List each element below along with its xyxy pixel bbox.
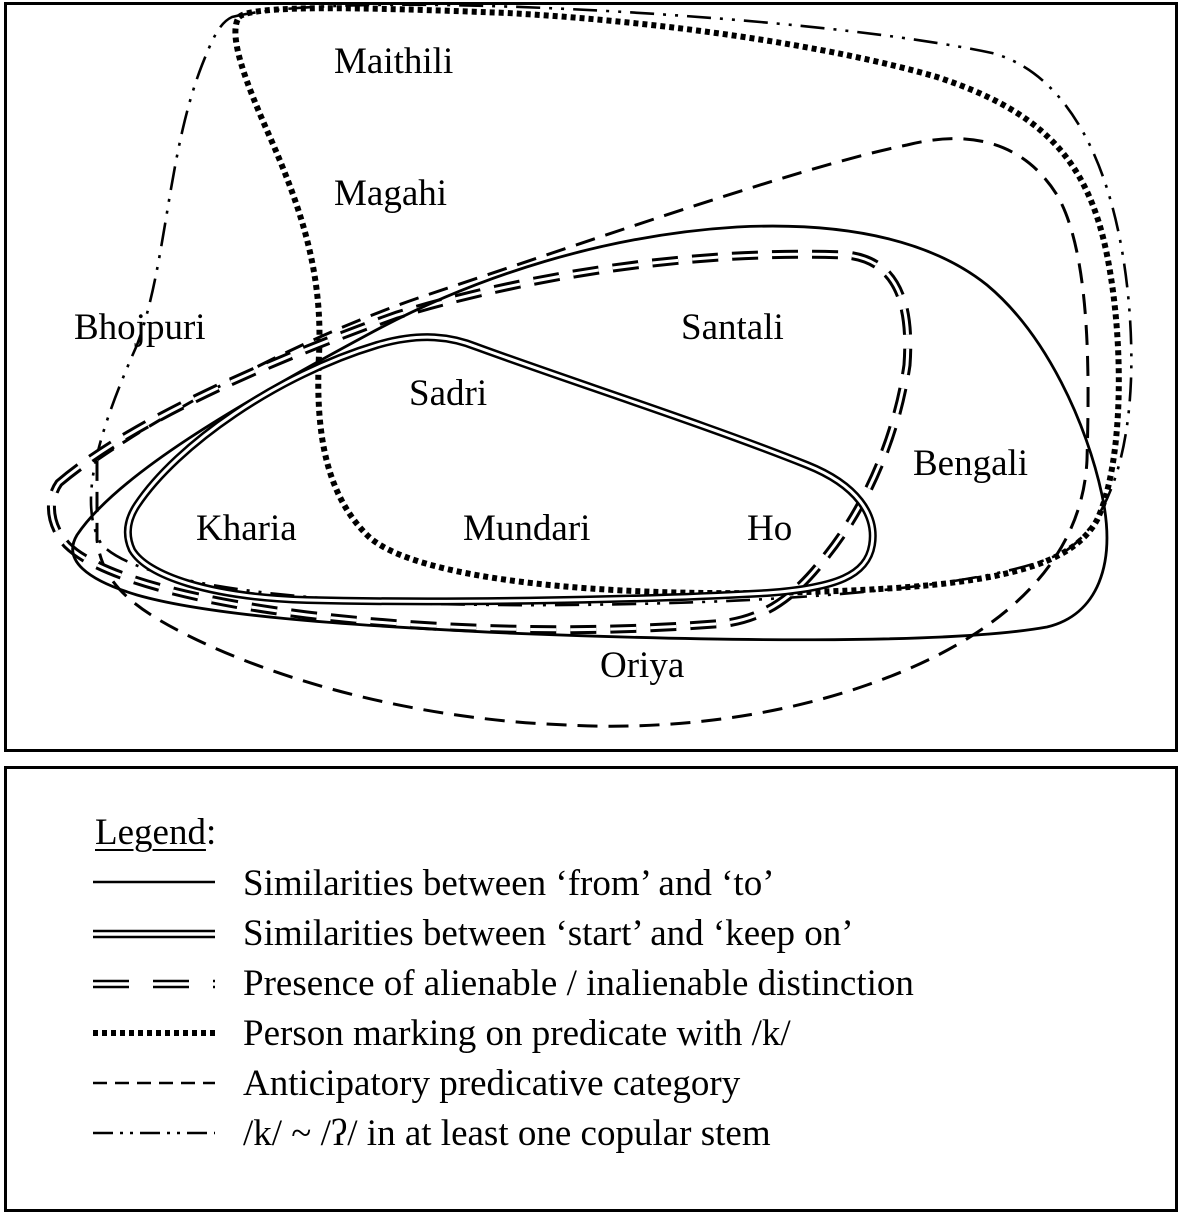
- legend-label: Anticipatory predicative category: [243, 1063, 741, 1104]
- label-oriya: Oriya: [600, 645, 685, 686]
- label-kharia: Kharia: [196, 508, 297, 549]
- legend-item-copular-stem: [85, 1111, 1145, 1161]
- legend-title-text: Legend: [95, 812, 206, 853]
- legend-swatch-solid: [85, 861, 225, 907]
- legend-swatch-dashed: [85, 1061, 225, 1107]
- legend-label: Similarities between ‘start’ and ‘keep on’: [243, 913, 854, 954]
- legend-title: [95, 811, 216, 855]
- label-ho: Ho: [747, 508, 793, 549]
- legend-label: /k/ ~ /ʔ/ in at least one copular stem: [243, 1113, 771, 1154]
- legend-item-person-marking: [85, 1011, 1145, 1061]
- label-mundari: Mundari: [463, 508, 591, 549]
- legend-label: Presence of alienable / inalienable distinction: [243, 963, 914, 1004]
- isogloss-person-marking: [235, 8, 1118, 593]
- label-maithili: Maithili: [334, 41, 454, 82]
- legend-panel: [4, 766, 1178, 1212]
- label-santali: Santali: [681, 307, 784, 348]
- legend-label: Similarities between ‘from’ and ‘to’: [243, 863, 775, 904]
- legend-item-alienable: [85, 961, 1145, 1011]
- legend-swatch-double: [85, 911, 225, 957]
- isogloss-diagram: [7, 5, 1175, 749]
- legend-title-colon: :: [205, 812, 217, 853]
- label-magahi: Magahi: [334, 173, 448, 214]
- legend-label: Person marking on predicate with /k/: [243, 1013, 791, 1054]
- legend-swatch-double-dashed: [85, 961, 225, 1007]
- isogloss-from-to: [73, 226, 1107, 640]
- legend-item-from-to: [85, 861, 1145, 911]
- label-bengali: Bengali: [913, 443, 1029, 484]
- label-sadri: Sadri: [409, 373, 488, 414]
- label-bhojpuri: Bhojpuri: [74, 307, 206, 348]
- legend-swatch-dotted: [85, 1011, 225, 1057]
- isogloss-map: [4, 2, 1178, 752]
- legend-swatch-dash-dot-dot: [85, 1111, 225, 1157]
- legend-item-start-keep-on: [85, 911, 1145, 961]
- legend-item-anticipatory: [85, 1061, 1145, 1111]
